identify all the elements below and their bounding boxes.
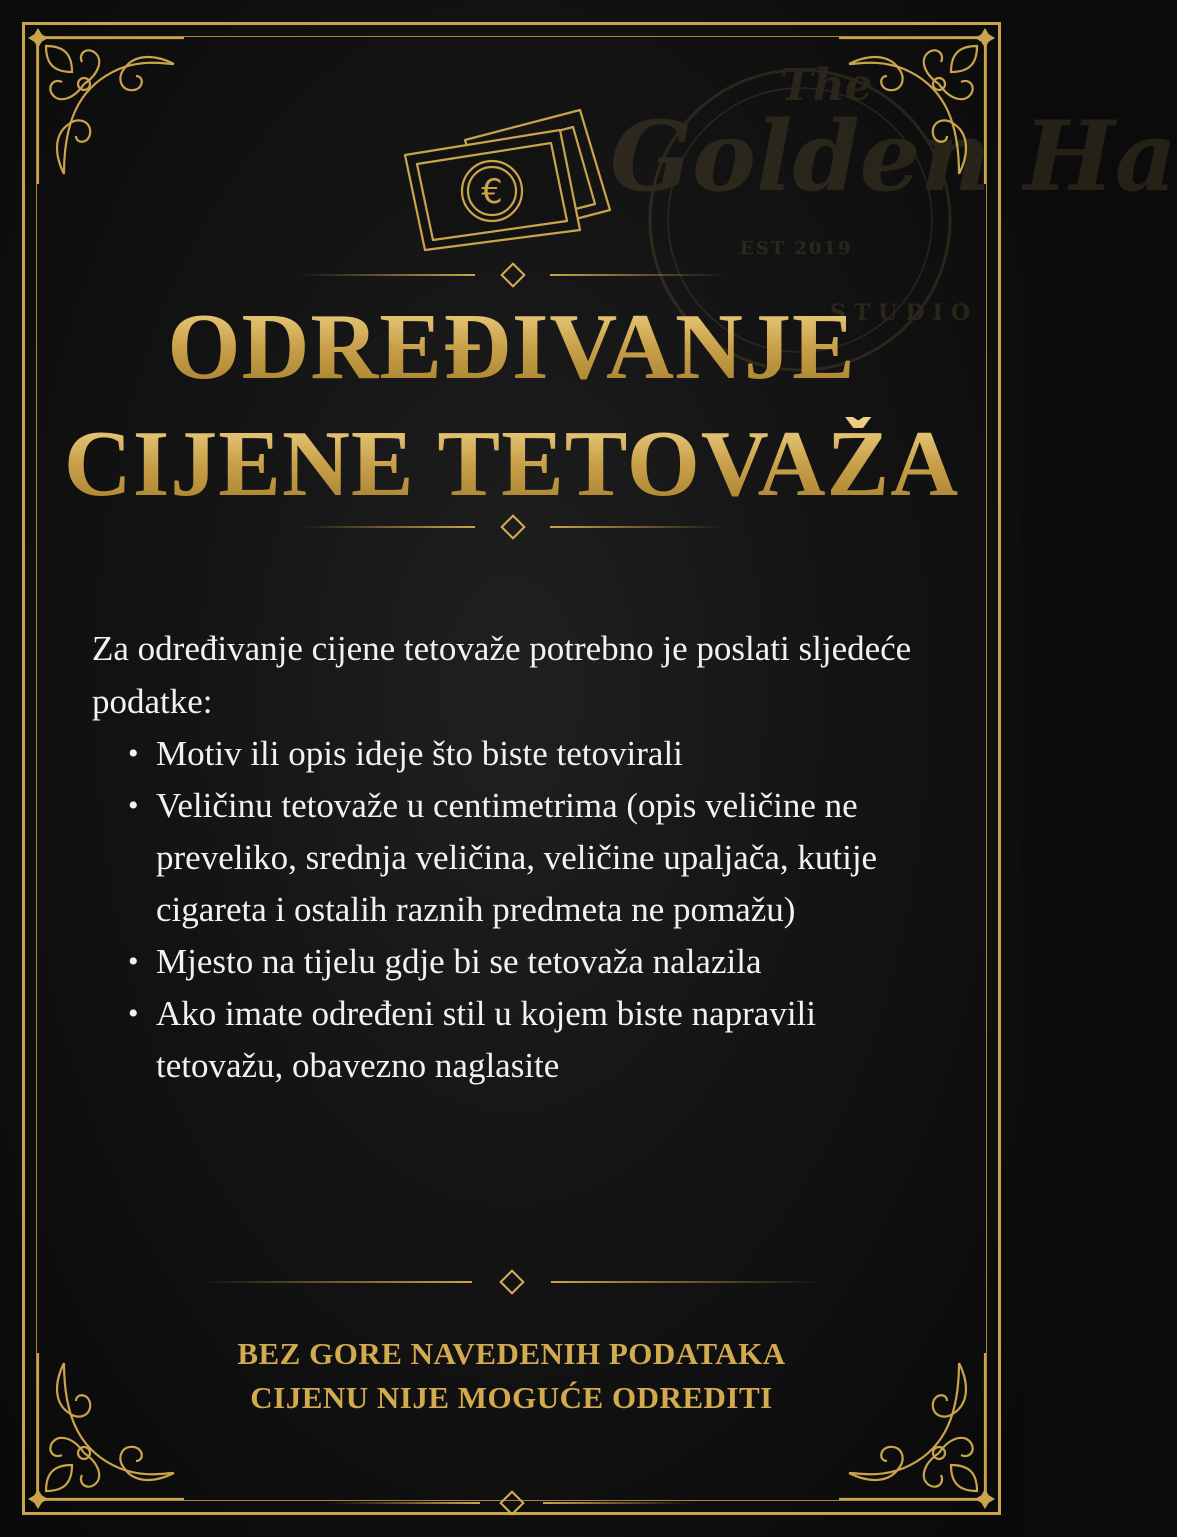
euro-banknotes-icon [395, 100, 630, 250]
list-item: • Mjesto na tijelu gdje bi se tetovaža nalazila [92, 936, 922, 988]
euro-symbol: € [481, 172, 503, 212]
diamond-icon [500, 514, 525, 539]
watermark-the: The [780, 60, 873, 111]
watermark-golden: Golden Ha [610, 100, 1177, 213]
watermark-est: EST 2019 [740, 238, 853, 259]
footer-warning-line1: BEZ GORE NAVEDENIH PODATAKA [237, 1336, 786, 1371]
list-item: • Veličinu tetovaže u centimetrima (opis veličine ne preveliko, srednja veličina, veličine upaljača, kutije cigareta i ostalih raznih predmeta ne pomažu) [92, 780, 922, 936]
diamond-icon [499, 1490, 524, 1515]
footer-warning-line2: CIJENU NIJE MOGUĆE ODREDITI [250, 1380, 773, 1415]
list-item: • Ako imate određeni stil u kojem biste napravili tetovažu, obavezno naglasite [92, 988, 922, 1092]
list-item: • Motiv ili opis ideje što biste tetovirali [92, 728, 922, 780]
page-title-line1: ODREĐIVANJE [40, 300, 983, 394]
page-title-line2: CIJENE TETOVAŽA [40, 417, 983, 511]
requirements-list [92, 728, 922, 1092]
diamond-icon [500, 262, 525, 287]
bottom-divider [330, 1491, 693, 1515]
footer-divider [200, 1270, 823, 1294]
diamond-icon [499, 1269, 524, 1294]
corner-ornament-icon [24, 24, 194, 194]
title-divider-bottom [300, 515, 725, 539]
intro-text: Za određivanje cijene tetovaže potrebno je poslati sljedeće podatke: [92, 629, 912, 721]
title-divider-top [300, 263, 725, 287]
